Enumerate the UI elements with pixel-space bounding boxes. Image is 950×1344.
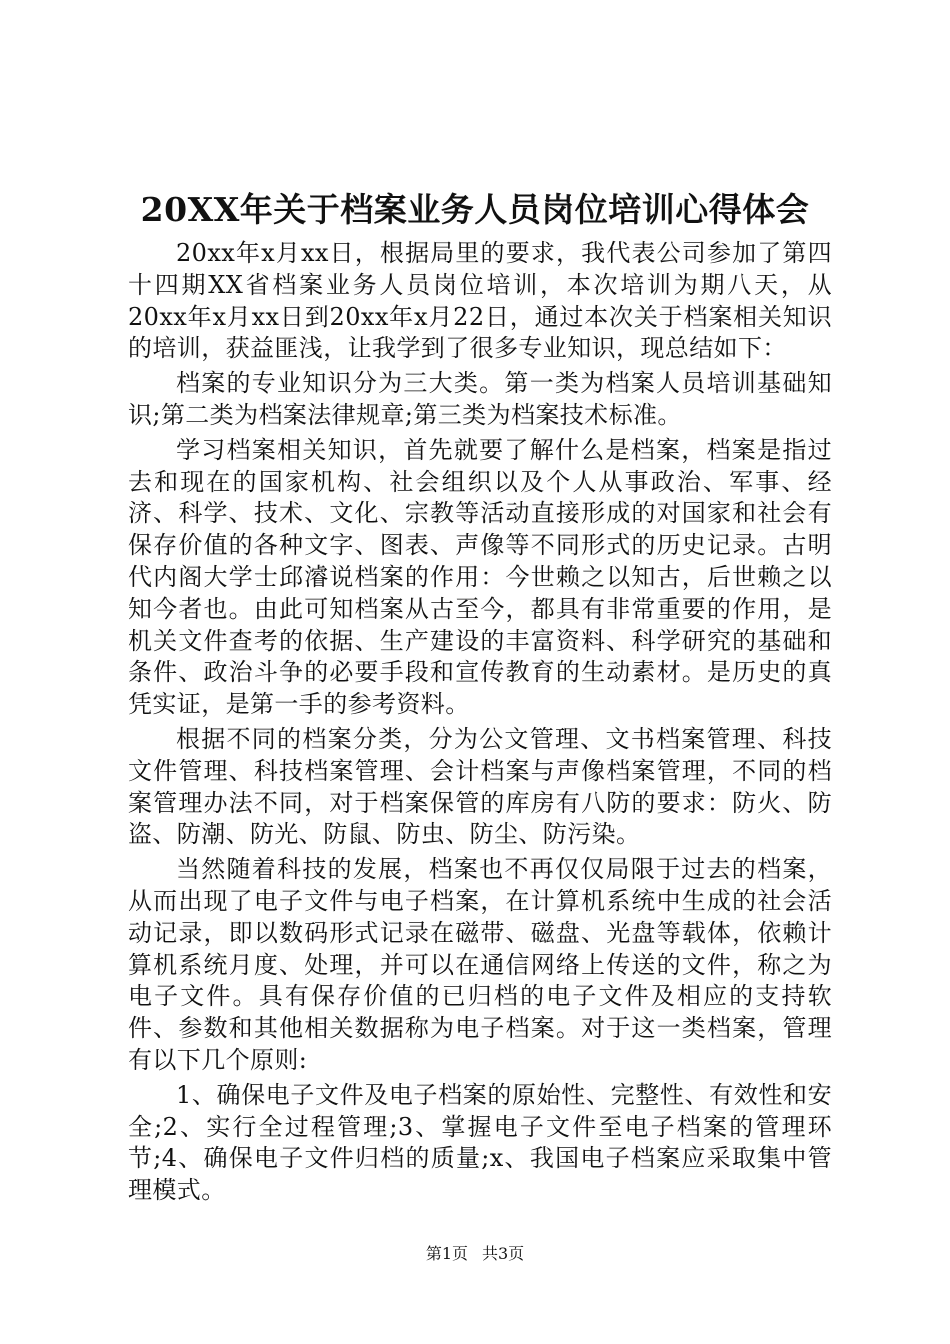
document-body <box>128 238 832 1210</box>
paragraph-classification: 根据不同的档案分类，分为公文管理、文书档案管理、科技文件管理、科技档案管理、会计档案与声像档案管理，不同的档案管理办法不同，对于档案保管的库房有八防的要求：防火、防盗、防潮、防光、防鼠、防虫、防尘、防污染。 <box>128 724 832 849</box>
paragraph-categories: 档案的专业知识分为三大类。第一类为档案人员培训基础知识;第二类为档案法律规章;第三类为档案技术标准。 <box>128 369 832 429</box>
document-title: 20XX年关于档案业务人员岗位培训心得体会 <box>140 190 810 229</box>
paragraph-principles: 1、确保电子文件及电子档案的原始性、完整性、有效性和安全;2、实行全过程管理;3、掌握电子文件至电子档案的管理环节;4、确保电子文件归档的质量;x、我国电子档案应采取集中管理模式。 <box>128 1080 832 1205</box>
page-total: 共3页 <box>482 1244 525 1263</box>
page-number: 第1页 <box>425 1244 468 1263</box>
page-footer <box>0 1244 950 1264</box>
paragraph-definition: 学习档案相关知识，首先就要了解什么是档案，档案是指过去和现在的国家机构、社会组织以及个人从事政治、军事、经济、科学、技术、文化、宗教等活动直接形成的对国家和社会有保存价值的各种文字、图表、声像等不同形式的历史记录。古明代内阁大学士邱濬说档案的作用：今世赖之以知古，后世赖之以知今者也。由此可知档案从古至今，都具有非常重要的作用，是机关文件查考的依据、生产建设的丰富资料、科学研究的基础和条件、政治斗争的必要手段和宣传教育的生动素材。是历史的真凭实证，是第一手的参考资料。 <box>128 435 832 719</box>
paragraph-intro: 20xx年x月xx日，根据局里的要求，我代表公司参加了第四十四期XX省档案业务人员岗位培训，本次培训为期八天，从20xx年x月xx日到20xx年x月22日，通过本次关于档案相关知识的培训，获益匪浅，让我学到了很多专业知识，现总结如下： <box>128 239 832 363</box>
paragraph-electronic-archives: 当然随着科技的发展，档案也不再仅仅局限于过去的档案，从而出现了电子文件与电子档案，在计算机系统中生成的社会活动记录，即以数码形式记录在磁带、磁盘、光盘等载体，依赖计算机系统月度、处理，并可以在通信网络上传送的文件，称之为电子文件。具有保存价值的已归档的电子文件及相应的支持软件、参数和其他相关数据称为电子档案。对于这一类档案，管理有以下几个原则: <box>128 855 832 1074</box>
